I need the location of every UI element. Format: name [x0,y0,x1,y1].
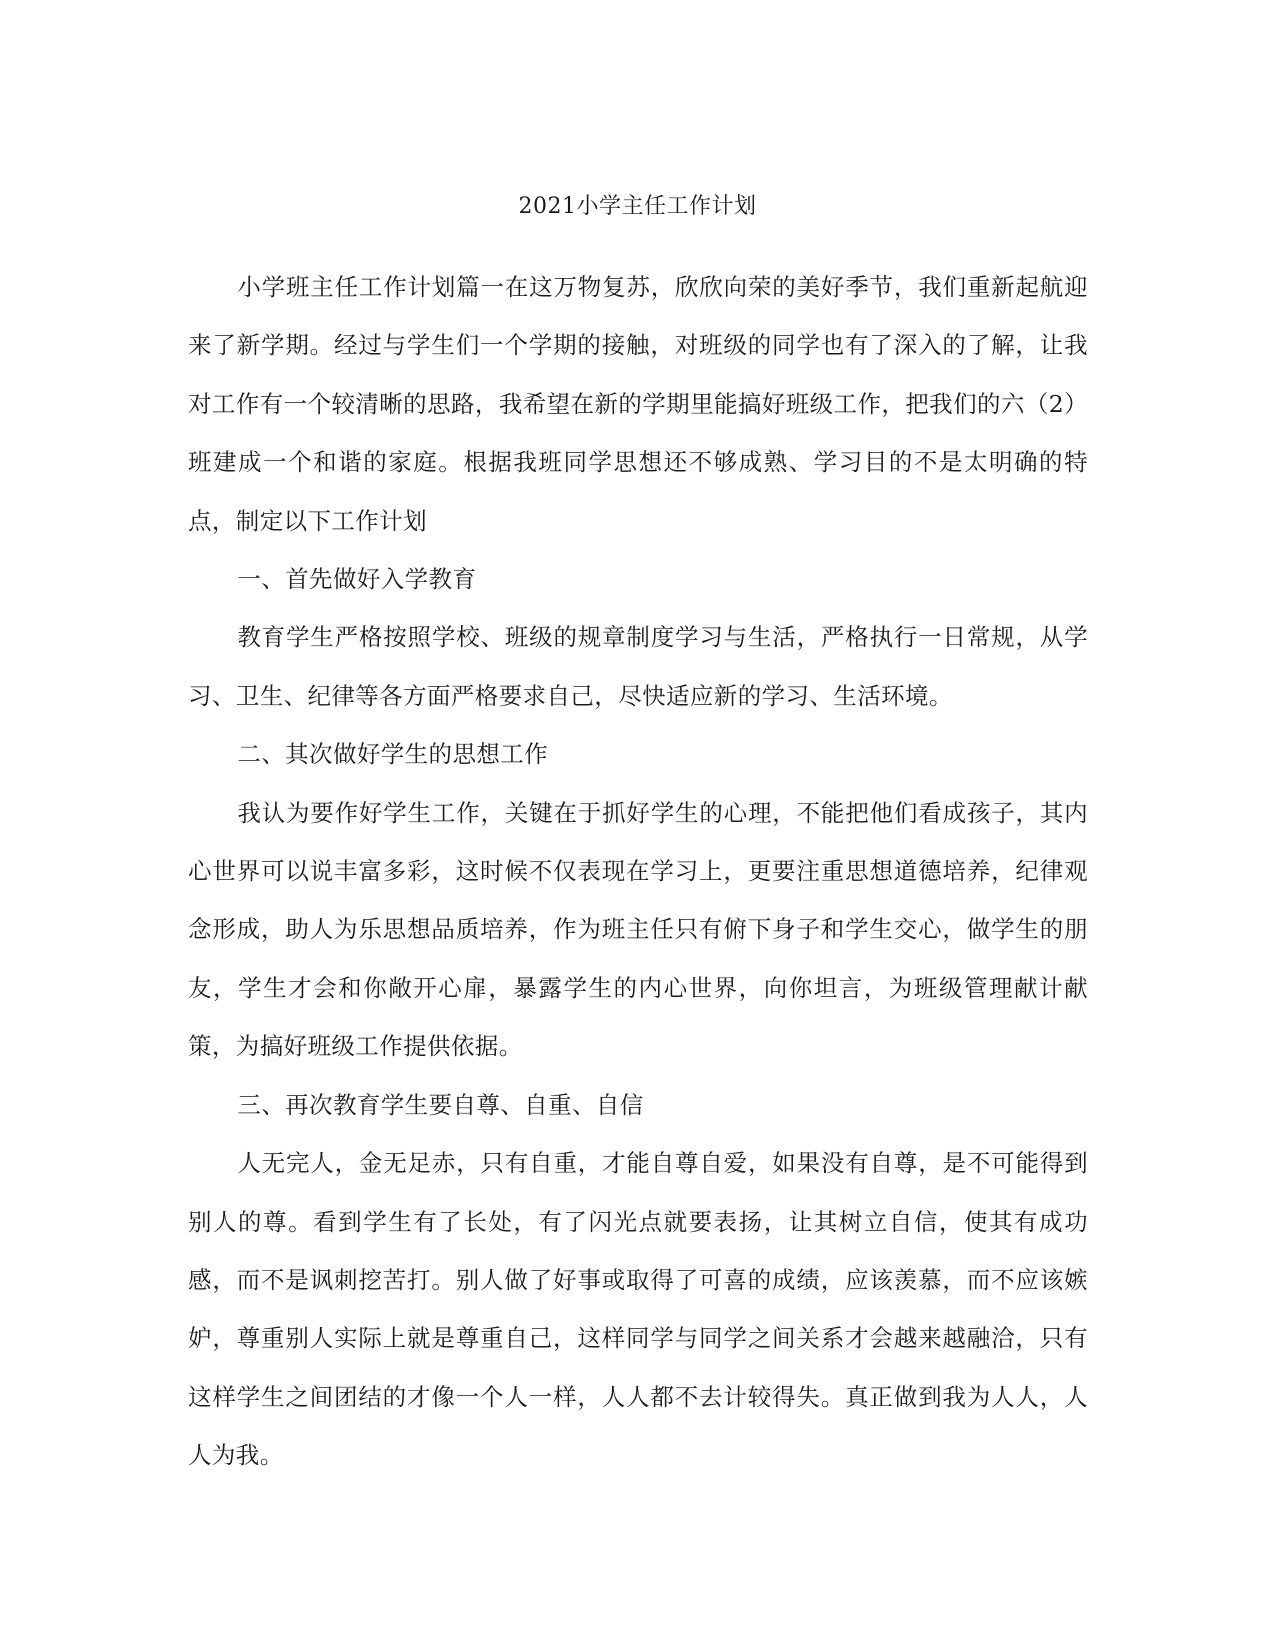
document-body [188,258,1088,1485]
section-heading-1: 一、首先做好入学教育 [237,565,477,594]
paragraph-section-3: 人无完人，金无足赤，只有自重，才能自尊自爱，如果没有自尊，是不可能得到别人的尊。看到学生有了长处，有了闪光点就要表扬，让其树立自信，使其有成功感，而不是讽刺挖苦打。别人做了好事或取得了可喜的成绩，应该羡慕，而不应该嫉妒，尊重别人实际上就是尊重自己，这样同学与同学之间关系才会越来越融洽，只有这样学生之间团结的才像一个人一样，人人都不去计较得失。真正做到我为人人，人人为我。 [188,1149,1088,1470]
document-title: 2021小学主任工作计划 [518,194,757,219]
section-heading-2: 二、其次做好学生的思想工作 [237,740,549,769]
paragraph-section-2: 我认为要作好学生工作，关键在于抓好学生的心理，不能把他们看成孩子，其内心世界可以说丰富多彩，这时候不仅表现在学习上，更要注重思想道德培养，纪律观念形成，助人为乐思想品质培养，作为班主任只有俯下身子和学生交心，做学生的朋友，学生才会和你敞开心扉，暴露学生的内心世界，向你坦言，为班级管理献计献策，为搞好班级工作提供依据。 [188,798,1088,1061]
paragraph-section-1: 教育学生严格按照学校、班级的规章制度学习与生活，严格执行一日常规，从学习、卫生、纪律等各方面严格要求自己，尽快适应新的学习、生活环境。 [188,623,1088,710]
paragraph-intro: 小学班主任工作计划篇一在这万物复苏，欣欣向荣的美好季节，我们重新起航迎来了新学期。经过与学生们一个学期的接触，对班级的同学也有了深入的了解，让我对工作有一个较清晰的思路，我希望在新的学期里能搞好班级工作，把我们的六（2）班建成一个和谐的家庭。根据我班同学思想还不够成熟、学习目的不是太明确的特点，制定以下工作计划 [188,273,1088,535]
section-heading-3: 三、再次教育学生要自尊、自重、自信 [237,1090,644,1119]
